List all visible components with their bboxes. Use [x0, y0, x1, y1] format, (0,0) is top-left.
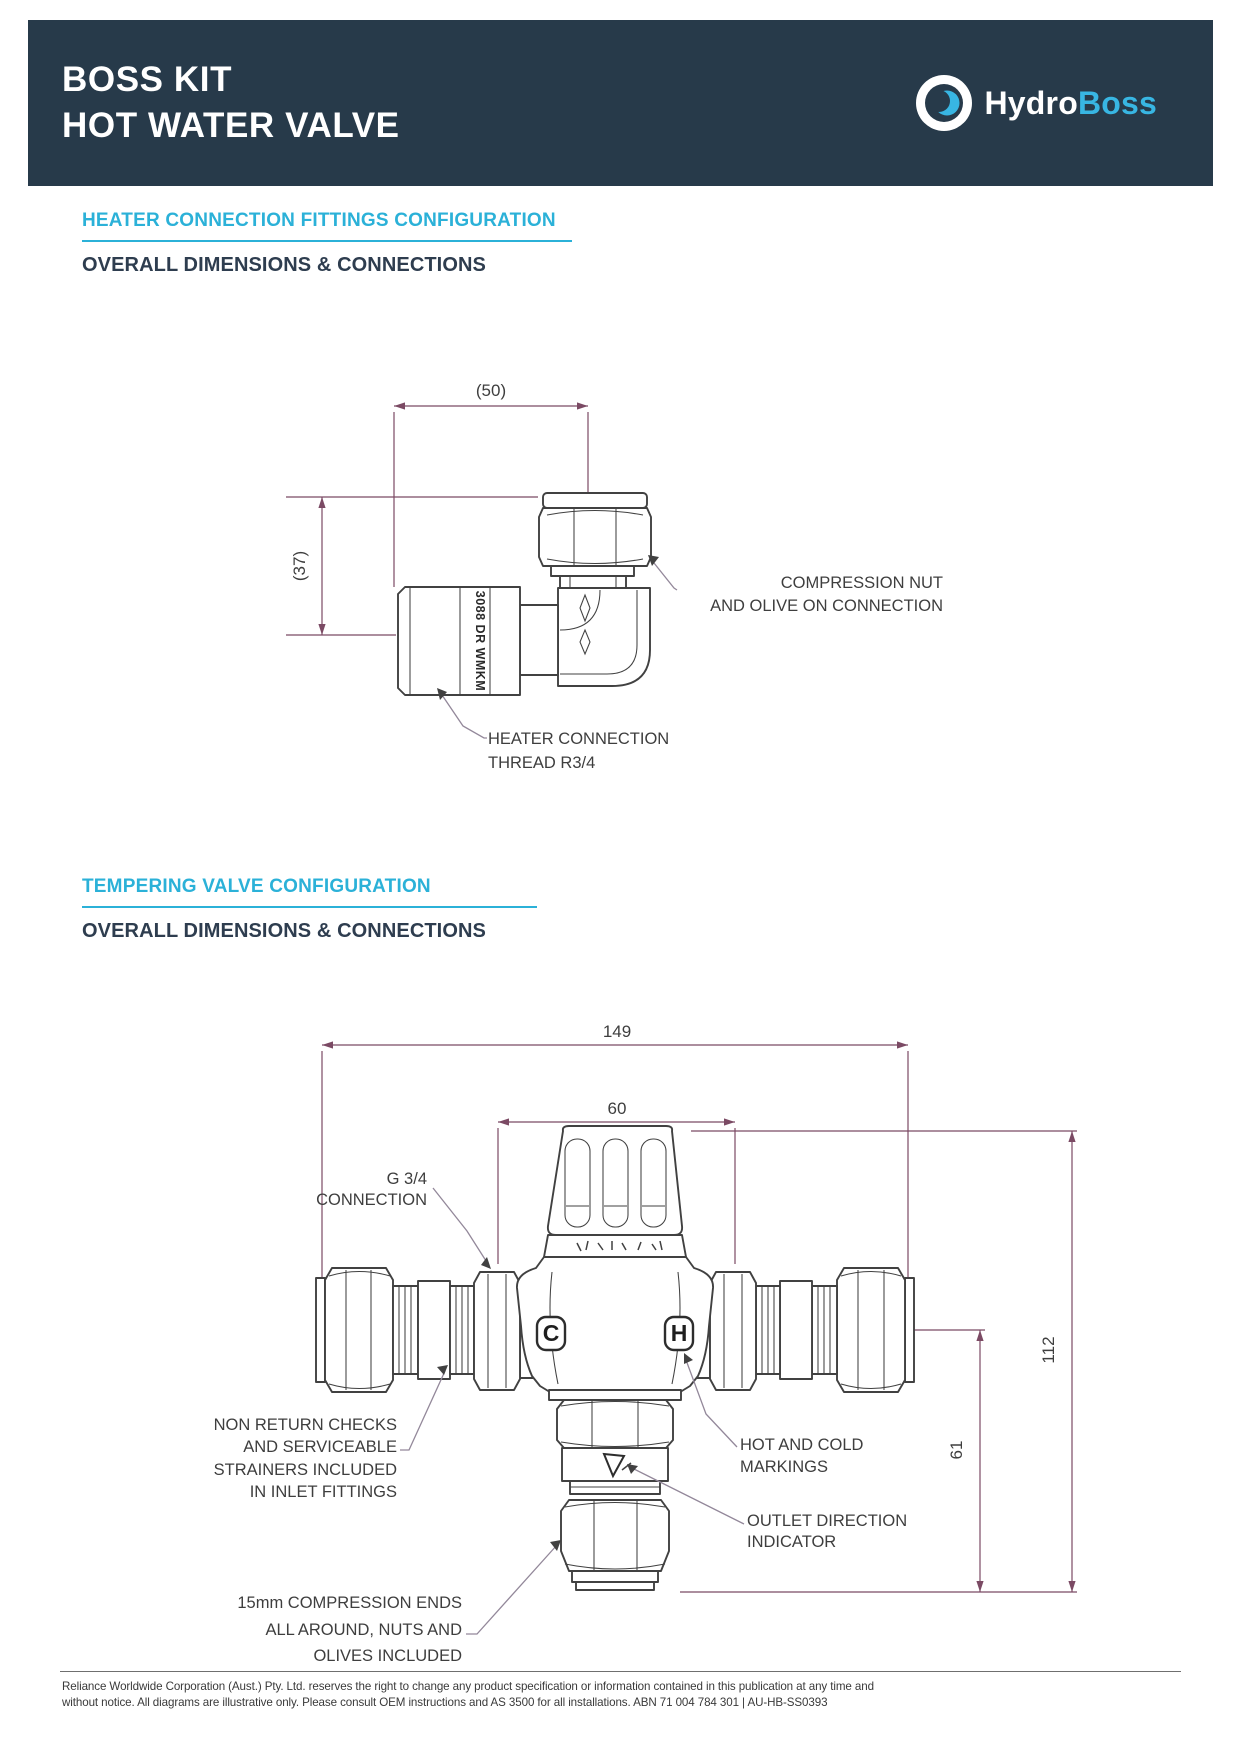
compression-nut-label-line2: AND OLIVE ON CONNECTION: [710, 597, 943, 615]
outlet-step: [549, 1390, 681, 1400]
logo-word-boss: Boss: [1077, 84, 1157, 121]
section1-heading-rule: [82, 240, 572, 242]
elbow-body: [558, 588, 650, 686]
footer-disclaimer: [62, 1679, 1187, 1711]
compression-nut-cap: [543, 493, 647, 508]
compression-nut-callout: [648, 555, 943, 615]
outlet-washer: [572, 1571, 658, 1582]
fitting-neck: [520, 605, 558, 675]
heater-connection-callout: [437, 688, 669, 772]
left-union-sleeve: [418, 1281, 450, 1379]
right-union-sleeve: [780, 1281, 812, 1379]
outlet-washer-lower: [576, 1582, 654, 1590]
right-compression-nut: [837, 1268, 905, 1392]
page-title: [62, 57, 400, 149]
non-return-label-line2: AND SERVICEABLE: [243, 1438, 397, 1456]
outlet-direction-label-line1: OUTLET DIRECTION: [747, 1512, 908, 1530]
g34-label-line2: CONNECTION: [316, 1191, 427, 1209]
compression-ends-label-line2: ALL AROUND, NUTS AND: [265, 1621, 462, 1639]
dimension-outlet-height-label: 61: [947, 1440, 966, 1460]
footer-divider: [60, 1671, 1181, 1672]
footer-line2: without notice. All diagrams are illustrative only. Please consult OEM instructions and AS 3500 for all installations. ABN 71 004 784 301 | AU-HB-SS0393: [62, 1696, 828, 1709]
dimension-body-width-label: 60: [607, 1099, 627, 1118]
dimension-width-label: (50): [475, 381, 507, 400]
droplet-ring-icon: [914, 73, 974, 133]
outlet-compression-nut: [561, 1500, 669, 1571]
heater-connection-label-line1: HEATER CONNECTION: [488, 730, 670, 748]
compression-nut: [539, 508, 651, 566]
outlet-hex-section: [557, 1400, 673, 1448]
fitting-body: [398, 587, 520, 695]
heater-fitting-drawing: [398, 493, 651, 695]
body-marking-text: 3088 DR WMKM: [473, 590, 487, 692]
left-g34-nut: [474, 1272, 520, 1390]
section2-heading-rule: [82, 906, 537, 908]
right-end-cap: [905, 1278, 914, 1382]
section2-heading: TEMPERING VALVE CONFIGURATION: [82, 876, 431, 897]
section1-heading: HEATER CONNECTION FITTINGS CONFIGURATION: [82, 210, 556, 231]
dimension-overall-width-label: 149: [602, 1022, 632, 1041]
cold-marking-letter: C: [542, 1320, 560, 1346]
hot-cold-label-line2: MARKINGS: [740, 1458, 829, 1476]
dim-61: [912, 1330, 985, 1592]
right-g34-nut: [710, 1272, 756, 1390]
section2-subheading: OVERALL DIMENSIONS & CONNECTIONS: [82, 920, 486, 942]
fitting-washer: [551, 566, 634, 576]
compression-ends-callout: [237, 1540, 561, 1665]
left-compression-nut: [325, 1268, 393, 1392]
hot-marking-letter: H: [670, 1320, 688, 1346]
compression-nut-label-line1: COMPRESSION NUT: [780, 574, 943, 592]
footer-line1: Reliance Worldwide Corporation (Aust.) Pty. Ltd. reserves the right to change any product specification or information contained in this publication at any time and: [62, 1680, 874, 1693]
compression-ends-label-line3: OLIVES INCLUDED: [313, 1647, 462, 1665]
non-return-label-line4: IN INLET FITTINGS: [249, 1483, 397, 1501]
non-return-label-line1: NON RETURN CHECKS: [213, 1416, 397, 1434]
dimension-height-label: (37): [290, 550, 309, 582]
left-end-cap: [316, 1278, 325, 1382]
section1-subheading: OVERALL DIMENSIONS & CONNECTIONS: [82, 254, 486, 276]
non-return-label-line3: STRAINERS INCLUDED: [213, 1461, 397, 1479]
knob-marking-band: [544, 1235, 686, 1257]
dimension-overall-height-label: 112: [1039, 1336, 1058, 1364]
g34-label-line1: G 3/4: [386, 1170, 427, 1188]
g34-connection-callout: [316, 1170, 491, 1269]
header-banner: [28, 20, 1213, 186]
tempering-valve-diagram: [0, 990, 1241, 1690]
heater-connection-label-line2: THREAD R3/4: [488, 754, 596, 772]
compression-ends-label-line1: 15mm COMPRESSION ENDS: [237, 1594, 462, 1612]
outlet-direction-label-line2: INDICATOR: [747, 1533, 837, 1551]
hot-cold-label-line1: HOT AND COLD: [740, 1436, 864, 1454]
logo-wordmark: [984, 85, 1157, 122]
hydroboss-logo: [914, 73, 1157, 133]
page-title-line2: HOT WATER VALVE: [62, 106, 400, 145]
heater-fitting-diagram: [0, 300, 1000, 790]
page-title-line1: BOSS KIT: [62, 60, 233, 99]
logo-word-hydro: Hydro: [984, 84, 1078, 121]
